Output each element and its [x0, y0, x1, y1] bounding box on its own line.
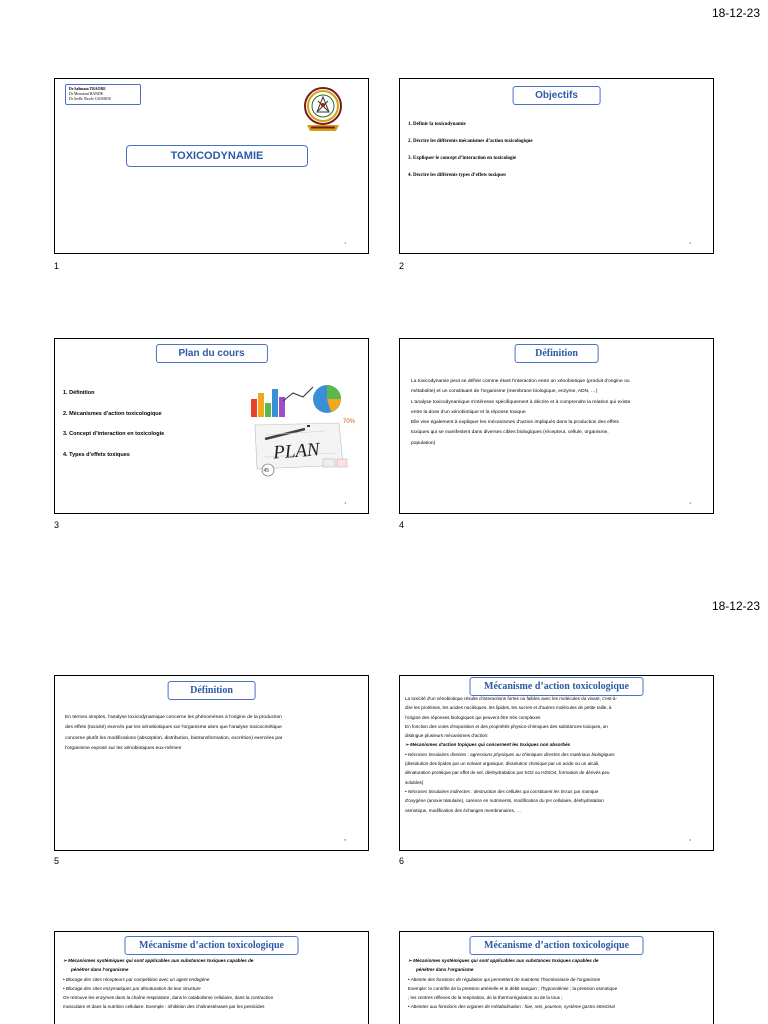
emblem-icon [303, 85, 343, 135]
text-line: solubles) [405, 779, 424, 785]
slide-6[interactable] [399, 675, 714, 851]
text-line: toxiques qui se manifestent dans diverses cibles biologiques (récepteur, cellule, organisme, [411, 430, 609, 436]
slide-3[interactable] [54, 338, 369, 514]
mechanism-text [63, 956, 363, 1012]
badge-label: 45 [263, 468, 270, 474]
authors-box [65, 84, 141, 105]
text-line: Exemple: le contrôle de la pression artérielle et le débit sanguin ; l’hypovolémie ; la pression osmotique [408, 985, 618, 991]
slide-page-number: 2 [689, 241, 691, 245]
text-line: l'origine des réponses biologiques qui peuvent être très complexes [405, 714, 541, 720]
slide-page-number: 3 [344, 501, 346, 505]
text-line: • Nécroses tissulaires indirectes : destruction des cellules qui constituent les tissus par manque [405, 788, 599, 794]
mechanism-text [405, 694, 711, 815]
slide-8[interactable] [399, 931, 714, 1024]
author-3: Dr Joelle Nicole GUISSOU [69, 97, 112, 101]
slide-page-number: 4 [689, 501, 691, 505]
page-date-middle: 18-12-23 [711, 599, 760, 613]
section-heading: ➢ Mécanismes systémiques qui sont applicables aux substances toxiques capables de [408, 958, 599, 963]
text-line: dire les protéines, les acides nucléiques, les lipides, les sucres et d'autres molécules de petite taille, à [405, 705, 612, 711]
text-line: musculaire et dans la nutrition cellulaire. Exemple : inhibition des cholinestérases par les pesticides [63, 1004, 265, 1010]
definition-text [411, 377, 707, 449]
objective-item-4: 4. Décrire les différents types d’effets toxiques [408, 173, 506, 178]
text-line: population) [411, 440, 436, 446]
text-line: concerne plutôt les modifications (absorption, distribution, biotransformation, excrétion) exercées par [65, 735, 283, 741]
plan-item-4: 4. Types d’effets toxiques [63, 451, 130, 458]
text-line: On retrouve les enzymes dans la chaîne respiratoire, dans le catabolisme cellulaire, dans la contraction [63, 995, 274, 1001]
objective-item-3: 3. Expliquer le concept d’interaction en toxicologie [408, 156, 517, 161]
plan-word: PLAN [272, 439, 321, 464]
slide-2[interactable] [399, 78, 714, 254]
slide-title: Objectifs [512, 86, 601, 105]
slide-title: Mécanisme d’action toxicologique [469, 936, 644, 955]
slide-title: Mécanisme d’action toxicologique [469, 677, 644, 696]
university-logo [303, 85, 343, 135]
text-line: entre la dose d'un xénobiotique et la réponse toxique [411, 409, 526, 415]
section-heading-cont: pénétrer dans l’organisme [416, 967, 474, 973]
section-heading: ➢ Mécanismes systémiques qui sont applicables aux substances toxiques capables de [63, 958, 254, 963]
text-line: En fonction des voies d'exposition et des propriétés physico-chimiques des substances toxiques, on [405, 723, 608, 729]
plan-item-1: 1. Définition [63, 390, 95, 396]
text-line: dénaturation protéique par effet de sel, déshydratation par SO2 ou H2SO4, formation de dérivés peu [405, 770, 610, 776]
slide-number-2: 2 [399, 261, 405, 271]
mechanism-text [408, 956, 708, 1012]
text-line: métabolite) et un constituant de l'organisme (membrane biologique, enzyme, ADN, …) [411, 389, 598, 395]
slide-4[interactable] [399, 338, 714, 514]
slide-number-5: 5 [54, 856, 60, 866]
text-line: • Atteinte des fonctions de régulation qui permettent de maintenir l’homéostasie de l’organisme [408, 976, 601, 982]
text-line: En termes simples, l'analyse toxicodynamique concerne les phénomènes à l'origine de la production [65, 715, 282, 720]
slide-page-number: 1 [344, 241, 346, 245]
slide-title: Définition [514, 344, 599, 363]
plan-chart-icon [245, 379, 365, 479]
slide-number-3: 3 [54, 520, 60, 530]
slide-1[interactable] [54, 78, 369, 254]
text-line: Elle vise également à expliquer les mécanismes d'action impliqués dans la production des effets [411, 420, 619, 426]
definition-text [65, 713, 363, 754]
slide-7[interactable] [54, 931, 369, 1024]
text-line: l'organisme exposé sur les xénobiotiques eux-mêmes [65, 745, 182, 751]
text-line: • Blocage des sites enzymatiques par dénaturation de leur structure [63, 985, 201, 991]
presentation-title: TOXICODYNAMIE [126, 145, 308, 167]
section-heading-cont: pénétrer dans l’organisme [71, 967, 129, 973]
text-line: La toxicité d'un xénobiotique résulte d'interactions fortes ou faibles avec les molécules du vivant, c'est-à- [405, 696, 618, 701]
text-line: distingue plusieurs mécanismes d'action: [405, 733, 489, 739]
text-line: • Blocage des sites récepteurs par compétition avec un agent endogène [63, 976, 210, 982]
text-line: des effets (toxicité) exercés par les xénobiotiques sur l'organisme alors que l'analyse toxicocinétique [65, 725, 282, 731]
slide-page-number: 6 [689, 838, 691, 842]
text-line: d'oxygène (anoxie tissulaire), carence en nutriments, modification du pH cellulaire, déshydratation [405, 798, 604, 804]
slide-5[interactable] [54, 675, 369, 851]
slide-number-4: 4 [399, 520, 405, 530]
plan-list [63, 390, 164, 472]
plan-illustration [245, 379, 365, 479]
slide-title: Plan du cours [155, 344, 267, 363]
slide-page-number: 5 [344, 838, 346, 842]
percent-label: 70% [343, 419, 356, 425]
slide-title: Mécanisme d’action toxicologique [124, 936, 299, 955]
section-heading: ➢ Mécanismes d’action topiques qui concernent les toxiques non absorbés [405, 742, 571, 748]
objective-item-2: 2. Décrire les différents mécanismes d’action toxicologique [408, 139, 533, 144]
text-line: • Nécroses tissulaires directes : agressions physiques ou chimiques directes des matériaux biologiques [405, 751, 615, 757]
plan-item-3: 3. Concept d’interaction en toxicologie [63, 431, 165, 437]
text-line: (dissolution des lipides par un solvant organique, dissolution chimique par un acide ou un alcali, [405, 761, 600, 767]
slide-title: Définition [167, 681, 256, 700]
text-line: L'analyse toxicodynamique s'intéresse spécifiquement à décrire et à comprendre la relation qui existe [411, 399, 631, 405]
page-date-top: 18-12-23 [711, 6, 760, 20]
objectives-list [408, 122, 533, 190]
text-line: osmotique, modification des échanges membranaires, … [405, 807, 521, 813]
author-2: Dr Moussoni BANDE [69, 92, 103, 96]
slide-number-6: 6 [399, 856, 405, 866]
plan-item-2: 2. Mécanismes d’action toxicologique [63, 410, 162, 417]
text-line: La toxicodynamie peut se définir comme étant l'interaction entre un xénobiotique (produit d'origine ou [411, 379, 630, 384]
author-1: Dr Salimata TRAORE [69, 87, 106, 91]
text-line: ; les centres réflexes de la respiration, de la thermorégulation ou de la toux ; [408, 995, 563, 1001]
text-line: • Atteintes aux fonctions des organes de métabolisation : foie, rein, poumon, système gastro-intestinal [408, 1004, 615, 1010]
slide-number-1: 1 [54, 261, 60, 271]
objective-item-1: 1. Définir la toxicodynamie [408, 122, 466, 127]
